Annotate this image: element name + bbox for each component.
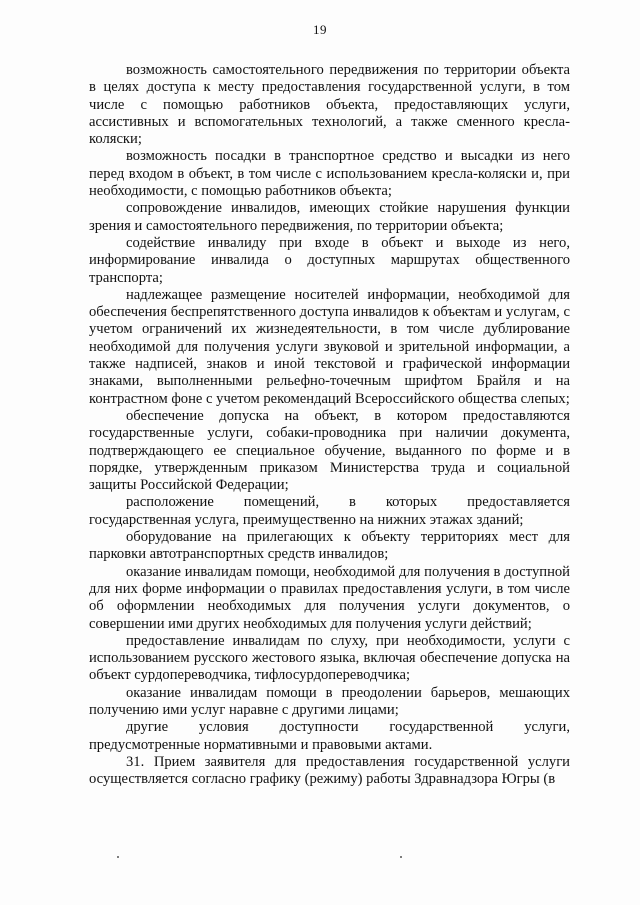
paragraph: другие условия доступности государственной услуги, предусмотренные нормативными и правовыми актами.	[89, 719, 570, 753]
scan-artifact	[400, 856, 402, 858]
paragraph: содействие инвалиду при входе в объект и выходе из него, информирование инвалида о доступных маршрутах общественного транспорта;	[89, 234, 570, 286]
paragraph: обеспечение допуска на объект, в котором предоставляются государственные услуги, собаки-проводника при наличии документа, подтверждающего ее специальное обучение, выданного по форме и в порядке, утвержденным приказом Министерства труда и социальной защиты Российской Федерации;	[89, 407, 570, 494]
paragraph: возможность посадки в транспортное средство и высадки из него перед входом в объект, в том числе с использованием кресла-коляски и, при необходимости, с помощью работников объекта;	[89, 148, 570, 200]
paragraph: возможность самостоятельного передвижения по территории объекта в целях доступа к месту предоставления государственной услуги, в том числе с помощью работников объекта, предоставляющих услуги, ассистивных и вспомогательных технологий, а также сменного кресла-коляски;	[89, 62, 570, 148]
paragraph: 31. Прием заявителя для предоставления государственной услуги осуществляется согласно графику (режиму) работы Здравнадзора Югры (в	[89, 753, 570, 788]
page-number: 19	[313, 22, 327, 37]
paragraph: надлежащее размещение носителей информации, необходимой для обеспечения беспрепятственного доступа инвалидов к объектам и услугам, с учетом ограничений их жизнедеятельности, в том числе дублирование необходимой для получения услуги звуковой и зрительной информации, а также надписей, знаков и иной текстовой и графической информации знаками, выполненными рельефно-точечным шрифтом Брайля и на контрастном фоне с учетом рекомендаций Всероссийского общества слепых;	[89, 286, 570, 407]
scan-artifact	[117, 856, 119, 858]
paragraph: оборудование на прилегающих к объекту территориях мест для парковки автотранспортных средств инвалидов;	[89, 529, 570, 563]
paragraph: оказание инвалидам помощи в преодолении барьеров, мешающих получению ими услуг наравне с другими лицами;	[89, 684, 570, 718]
paragraph: сопровождение инвалидов, имеющих стойкие нарушения функции зрения и самостоятельного передвижения, по территории объекта;	[89, 200, 570, 234]
document-body	[89, 62, 570, 788]
paragraph: оказание инвалидам помощи, необходимой для получения в доступной для них форме информации о правилах предоставления услуги, в том числе об оформлении необходимых для получения услуги документов, о совершении ими других необходимых для получения услуги действий;	[89, 563, 570, 632]
paragraph: расположение помещений, в которых предоставляется государственная услуга, преимущественно на нижних этажах зданий;	[89, 494, 570, 528]
paragraph: предоставление инвалидам по слуху, при необходимости, услуги с использованием русского жестового языка, включая обеспечение допуска на объект сурдопереводчика, тифлосурдопереводчика;	[89, 632, 570, 684]
